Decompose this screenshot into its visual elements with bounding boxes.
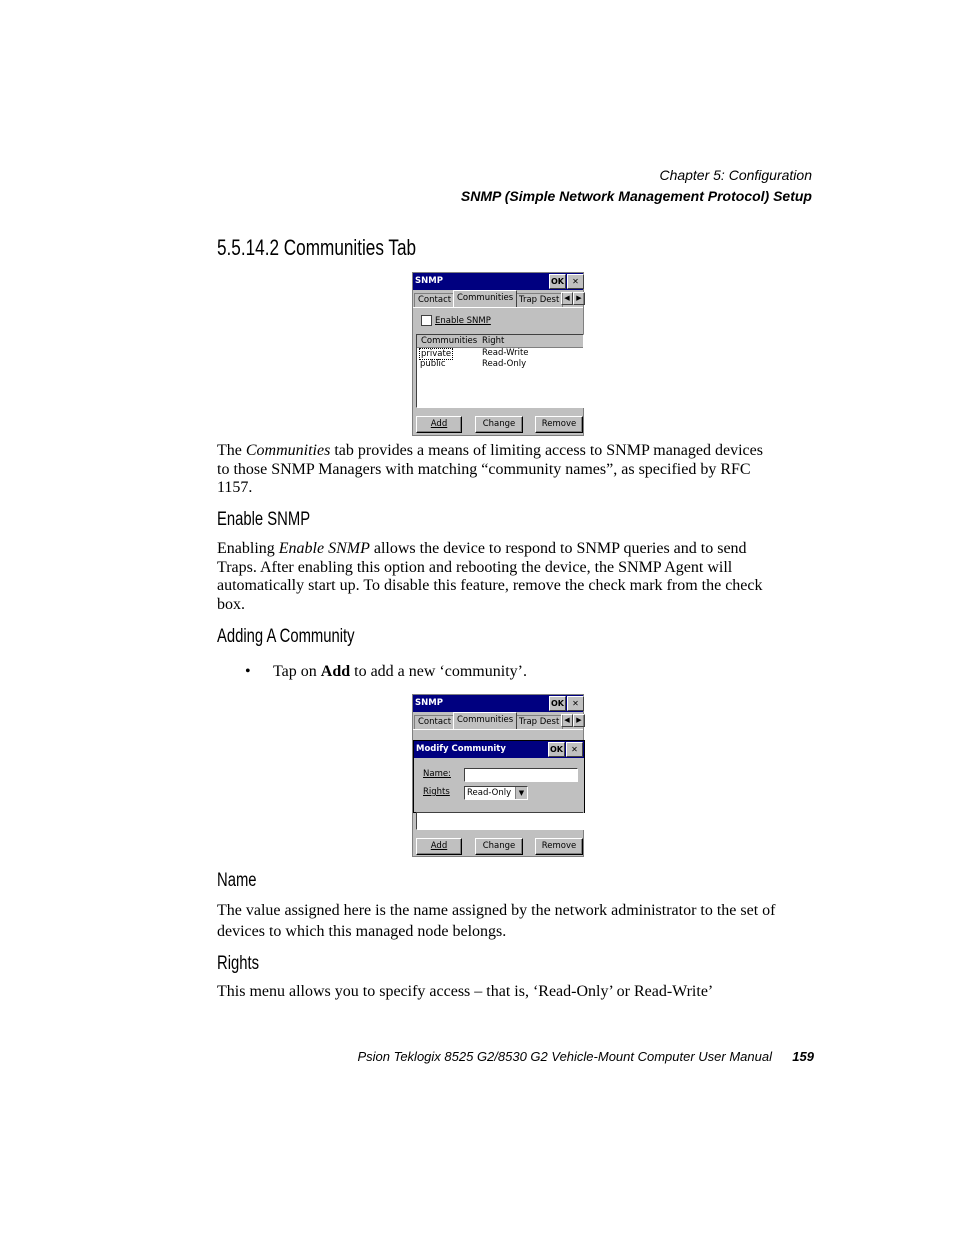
rights-select[interactable] bbox=[464, 786, 528, 800]
tab-strip bbox=[413, 290, 583, 308]
dialog-title-bar bbox=[414, 741, 584, 758]
community-name: public bbox=[420, 359, 446, 369]
remove-button[interactable]: Remove bbox=[535, 838, 583, 855]
tab-contact[interactable]: Contact bbox=[414, 715, 455, 729]
name-field[interactable] bbox=[464, 768, 578, 782]
modify-community-dialog bbox=[413, 740, 585, 813]
change-button[interactable]: Change bbox=[475, 416, 523, 433]
name-label: Name: bbox=[423, 769, 451, 779]
header-chapter: Chapter 5: Configuration bbox=[659, 167, 812, 183]
change-button[interactable]: Change bbox=[475, 838, 523, 855]
title-bar bbox=[413, 695, 583, 712]
add-button[interactable]: Add bbox=[416, 416, 462, 433]
bullet: • bbox=[245, 663, 251, 680]
window-title: SNMP bbox=[415, 276, 443, 286]
tab-contact[interactable]: Contact bbox=[414, 293, 455, 307]
ok-button[interactable]: OK bbox=[549, 274, 566, 289]
page-title: 5.5.14.2 Communities Tab bbox=[217, 235, 417, 260]
enable-snmp-checkbox[interactable] bbox=[421, 315, 432, 326]
tab-strip bbox=[413, 712, 583, 730]
list-item[interactable] bbox=[417, 348, 583, 359]
footer-title: Psion Teklogix 8525 G2/8530 G2 Vehicle-Mount Computer User Manual bbox=[357, 1049, 772, 1064]
window-title: SNMP bbox=[415, 698, 443, 708]
rights-value: Read-Only bbox=[467, 788, 512, 798]
heading-enable-snmp: Enable SNMP bbox=[217, 509, 311, 530]
page-number: 159 bbox=[792, 1049, 814, 1064]
name-paragraph: The value assigned here is the name assigned by the network administrator to the set of devices to which this managed node belongs. bbox=[217, 902, 776, 940]
tab-trap-dest[interactable]: Trap Dest bbox=[515, 715, 563, 729]
snmp-screenshot-modify-community bbox=[412, 694, 584, 857]
community-list[interactable] bbox=[416, 812, 584, 830]
community-right: Read-Only bbox=[482, 359, 527, 369]
close-icon[interactable]: ✕ bbox=[567, 696, 584, 711]
community-right: Read-Write bbox=[482, 348, 529, 358]
header-section: SNMP (Simple Network Management Protocol) Setup bbox=[460, 188, 812, 204]
col-communities[interactable]: Communities bbox=[421, 336, 478, 346]
ok-button[interactable]: OK bbox=[549, 696, 566, 711]
enable-snmp-label: Enable SNMP bbox=[435, 316, 491, 326]
enable-snmp-checkbox-row[interactable] bbox=[421, 315, 491, 326]
dialog-ok-button[interactable]: OK bbox=[548, 742, 565, 757]
rights-paragraph: This menu allows you to specify access – that is, ‘Read-Only’ or Read-Write’ bbox=[217, 983, 714, 1000]
dialog-title: Modify Community bbox=[416, 744, 506, 754]
close-icon[interactable]: ✕ bbox=[567, 274, 584, 289]
tab-trap-dest[interactable]: Trap Dest bbox=[515, 293, 563, 307]
tab-communities[interactable]: Communities bbox=[453, 712, 517, 729]
tab-communities[interactable]: Communities bbox=[453, 290, 517, 307]
dialog-close-icon[interactable]: ✕ bbox=[566, 742, 583, 757]
list-item[interactable] bbox=[417, 359, 583, 370]
remove-button[interactable]: Remove bbox=[535, 416, 583, 433]
enable-snmp-paragraph: Enabling Enable SNMP allows the device to respond to SNMP queries and to send Traps. After enabling this option and rebooting the device, the SNMP Agent will automatically start up. To disable this feature, remove the check mark from the check box. bbox=[217, 540, 763, 613]
community-list[interactable] bbox=[416, 334, 584, 408]
heading-name: Name bbox=[217, 870, 257, 891]
arrow-left-icon[interactable]: ◀ bbox=[561, 714, 573, 727]
rights-label: Rights bbox=[423, 787, 450, 797]
snmp-screenshot-communities bbox=[412, 272, 584, 436]
community-name: private bbox=[421, 349, 452, 359]
heading-adding-community: Adding A Community bbox=[217, 626, 355, 647]
adding-bullet-text: Tap on Add to add a new ‘community’. bbox=[273, 663, 527, 680]
list-header bbox=[417, 335, 583, 348]
arrow-right-icon[interactable]: ▶ bbox=[573, 714, 585, 727]
chevron-down-icon[interactable]: ▼ bbox=[515, 787, 527, 799]
col-right[interactable]: Right bbox=[482, 336, 505, 346]
add-button[interactable]: Add bbox=[416, 838, 462, 855]
title-bar bbox=[413, 273, 583, 290]
intro-paragraph: The Communities tab provides a means of limiting access to SNMP managed devices to those SNMP Managers with matching “community names”, as specified by RFC 1157. bbox=[217, 442, 763, 497]
heading-rights: Rights bbox=[217, 953, 260, 974]
arrow-right-icon[interactable]: ▶ bbox=[573, 292, 585, 305]
arrow-left-icon[interactable]: ◀ bbox=[561, 292, 573, 305]
